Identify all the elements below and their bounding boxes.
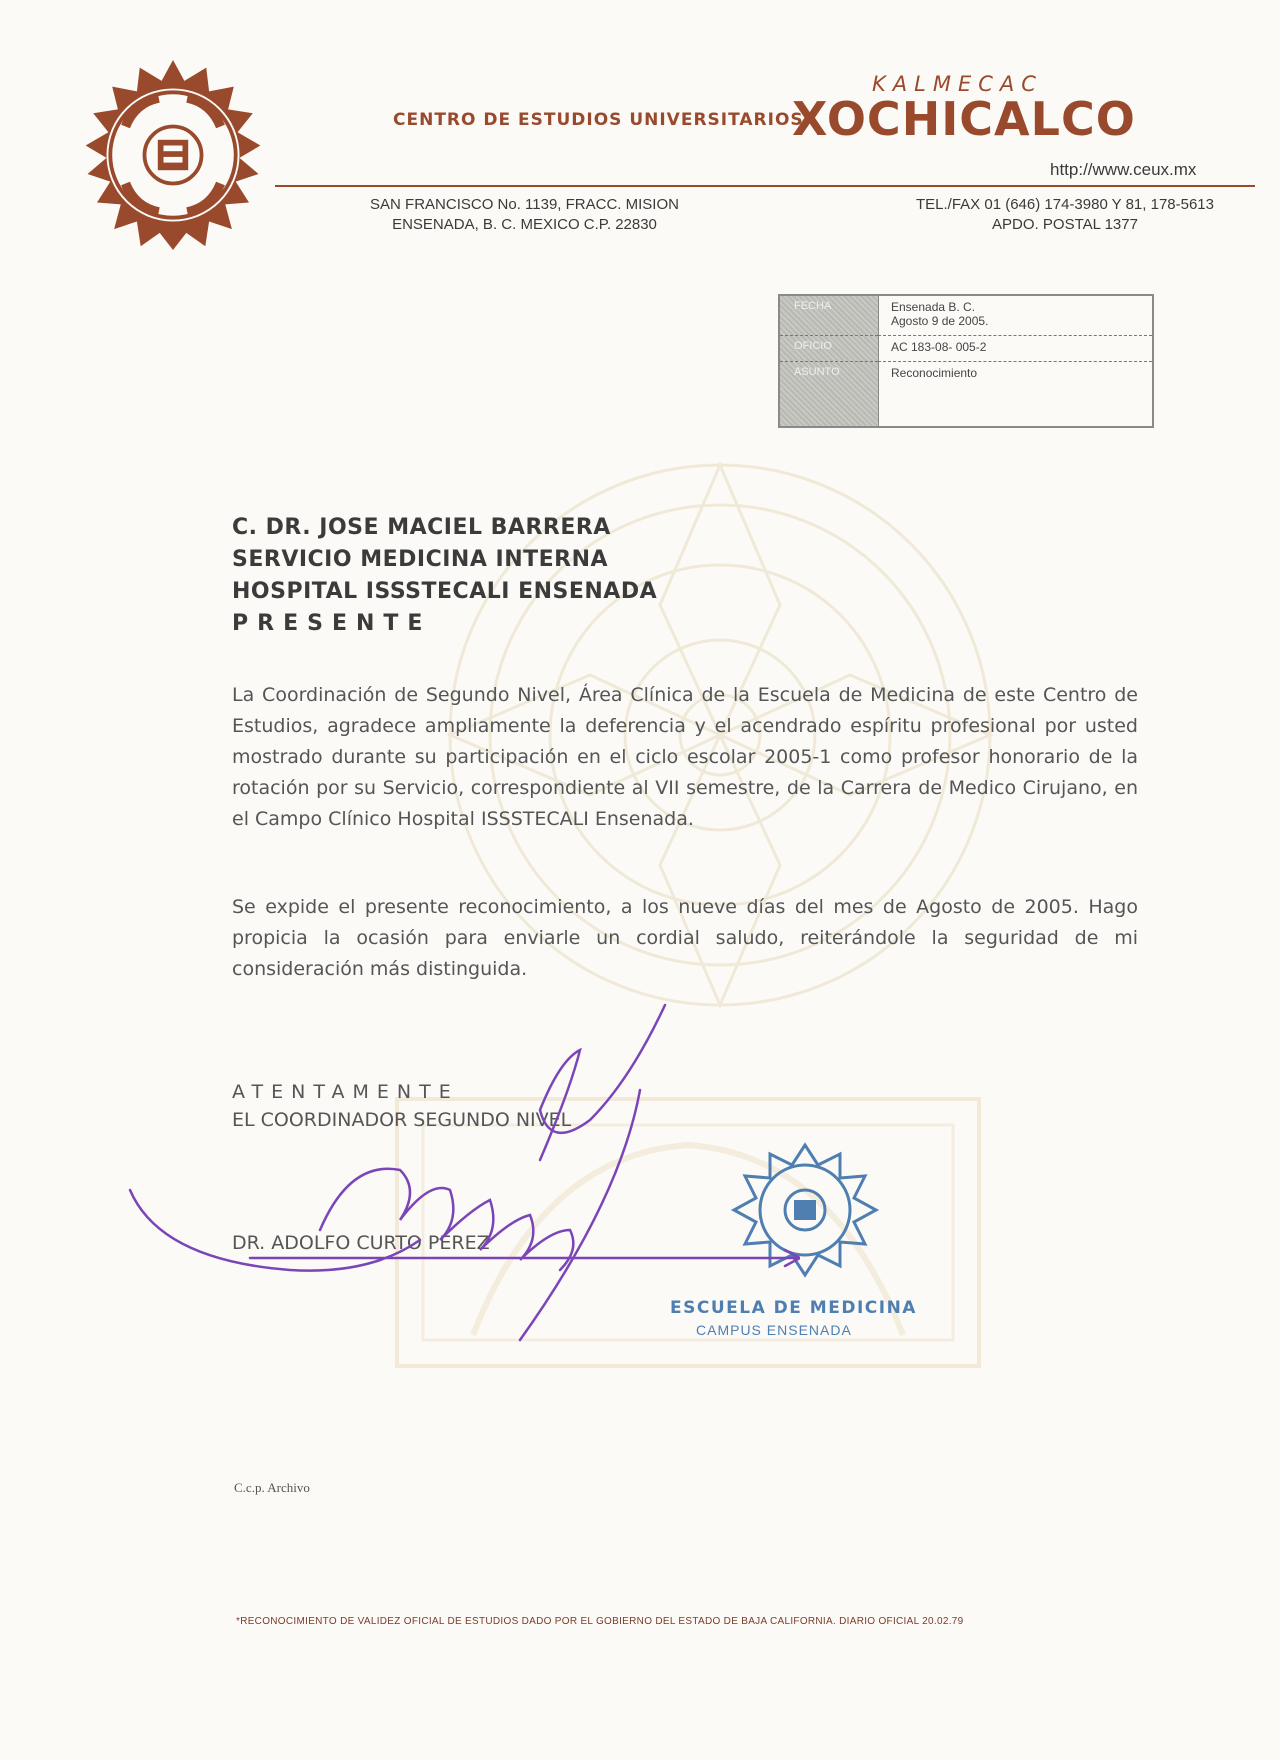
- body-paragraph-1: La Coordinación de Segundo Nivel, Área Clínica de la Escuela de Medicina de este Centro de Estudios, agradece ampliamente la deferencia y el acendrado espíritu profesional por usted mostrado durante su participación en el ciclo escolar 2005-1 como profesor honorario de la rotación por su Servicio, correspondiente al VII semestre, de la Carrera de Medico Cirujano, en el Campo Clínico Hospital ISSSTECALI Ensenada.: [232, 684, 1138, 830]
- address-block: [352, 195, 697, 235]
- website-link[interactable]: http://www.ceux.mx: [1050, 160, 1197, 179]
- fecha-place: Ensenada B. C.: [891, 300, 976, 314]
- recipient-block: [232, 512, 657, 640]
- brand-xochicalco: XOCHICALCO: [792, 92, 1136, 146]
- recipient-name: C. DR. JOSE MACIEL BARRERA: [232, 515, 611, 540]
- address-line1: SAN FRANCISCO No. 1139, FRACC. MISION: [370, 196, 679, 213]
- phone-line: TEL./FAX 01 (646) 174-3980 Y 81, 178-5613: [916, 196, 1214, 213]
- address-line2: ENSENADA, B. C. MEXICO C.P. 22830: [392, 216, 657, 233]
- contact-block: [880, 195, 1250, 235]
- recipient-service: SERVICIO MEDICINA INTERNA: [232, 547, 609, 572]
- cc-archivo: C.c.p. Archivo: [234, 1480, 310, 1495]
- ceux-kalmecac-logo: [78, 60, 268, 250]
- handwritten-signature: [120, 1000, 800, 1360]
- institution-name: CENTRO DE ESTUDIOS UNIVERSITARIOS: [393, 110, 804, 130]
- footer-note: *RECONOCIMIENTO DE VALIDEZ OFICIAL DE ESTUDIOS DADO POR EL GOBIERNO DEL ESTADO DE BAJA CALIFORNIA. DIARIO OFICIAL 20.02.79: [236, 1616, 964, 1627]
- po-box: APDO. POSTAL 1377: [992, 216, 1138, 233]
- closing-position: EL COORDINADOR SEGUNDO NIVEL: [232, 1109, 572, 1131]
- asunto-value: Reconocimiento: [878, 362, 1152, 426]
- recipient-presente: PRESENTE: [232, 611, 432, 636]
- body-paragraph-2: Se expide el presente reconocimiento, a los nueve días del mes de Agosto de 2005. Hago propicia la ocasión para enviarle un cordial saludo, reiterándole la seguridad de mi consideración más distinguida.: [232, 896, 1138, 980]
- fecha-label: FECHA: [780, 296, 878, 336]
- oficio-label: OFICIO: [780, 336, 878, 362]
- closing-salutation: ATENTAMENTE: [232, 1081, 459, 1103]
- seal-campus: CAMPUS ENSENADA: [696, 1322, 852, 1338]
- header-rule: [275, 185, 1255, 187]
- oficio-value: AC 183-08- 005-2: [878, 336, 1152, 362]
- fecha-value: [878, 296, 1152, 336]
- signer-name: DR. ADOLFO CURTO PÉREZ: [232, 1232, 490, 1254]
- asunto-label: ASUNTO: [780, 362, 878, 426]
- reference-box: [778, 294, 1154, 428]
- fecha-date: Agosto 9 de 2005.: [891, 314, 989, 328]
- recipient-hospital: HOSPITAL ISSSTECALI ENSENADA: [232, 579, 658, 604]
- seal-school-name: ESCUELA DE MEDICINA: [670, 1298, 917, 1318]
- brand-kalmecac: KALMECAC: [872, 72, 1043, 96]
